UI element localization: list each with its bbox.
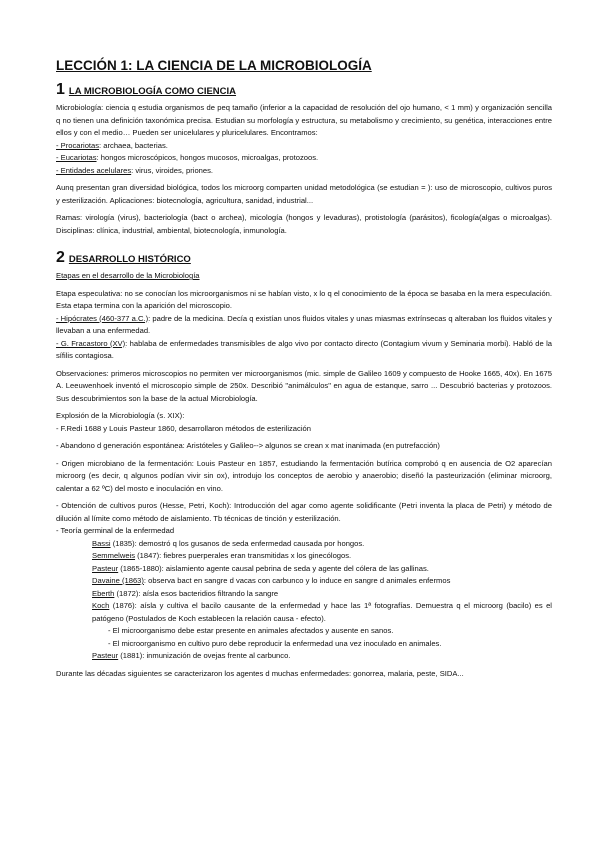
hipocrates-entry: - Hipócrates (460-377 a.C.): padre de la medicina. Decía q existían unos fluidos vitales y unas miasmas extrínsecas q alteraban los fluidos vitales y llevaban a una enfermedad. [56,313,552,335]
branches-paragraph: Ramas: virología (virus), bacteriología (bact o archea), micología (hongos y levaduras), protistología (parásitos), ficología(algas o microalgas). Disciplinas: clínica, industrial, ambiental, biotecnología, inmunología. [56,213,552,235]
list-item-procariotas: - Procariotas: archaea, bacterias. [56,140,168,150]
page-title: LECCIÓN 1: LA CIENCIA DE LA MICROBIOLOGÍA [56,58,372,73]
section-1-heading [56,81,552,99]
koch-postulate-1: - El microorganismo debe estar presente en animales afectados y ausente en sanos. [108,626,394,635]
fermentation-entry: - Origen microbiano de la fermentación: Louis Pasteur en 1857, estudiando la fermentación butírica comprobó q en ausencia de O2 aparecían microorg (es decir, q algunos podían vivir sin ox), introdujo los conceptos de aerobio y anaerobio; diseñó la pasteurización (eliminar microorg, calentar a 62 ºC) del mosto e inoculación en vino. [56,458,552,493]
germ-entry-bassi: Bassi (1835): demostró q los gusanos de seda enfermedad causada por hongos. [92,538,365,548]
section-1-number: 1 [56,81,65,98]
section-2-title: DESARROLLO HISTÓRICO [68,254,191,265]
germ-theory-heading: - Teoría germinal de la enfermedad [56,526,175,535]
pure-cultures-entry: - Obtención de cultivos puros (Hesse, Petri, Koch): Introducción del agar como agente solidificante (Petri inventa la placa de Petri) y método de dilución al límite como método de aislamiento. Tb técnicas de tinción y esterilización. [56,501,552,523]
observations-paragraph: Observaciones: primeros microscopios no permiten ver microorganismos (mic. simple de Galileo 1609 y compuesto de Hooke 1665, 40x). En 1675 A. Leeuwenhoek inventó el microscopio simple de 250x. Describió "animálculos" en agua de estanque, sarro ... Descubrió bacterias y protozoos. Sus descubrimientos son la base de la actual Microbiología. [56,368,552,403]
stages-subtitle: Etapas en el desarrollo de la Microbiología [56,271,200,280]
section-1-title: LA MICROBIOLOGÍA COMO CIENCIA [68,86,237,97]
methodology-paragraph: Aunq presentan gran diversidad biológica, todos los microorg comparten unidad metodológica (se estudian = ): uso de microscopio, cultivos puros y esterilización. Aplicaciones: biotecnología, agricultura, sanidad, industrial... [56,183,552,205]
section-2-heading [56,249,552,267]
germ-entry-semmelweis: Semmelweis (1847): fiebres puerperales eran transmitidas x los ginecólogos. [92,551,352,560]
germ-entry-davaine: Davaine (1863): observa bact en sangre d vacas con carbunco y lo induce en sangre d animales enfermos [92,576,451,585]
germ-entry-koch: Koch (1876): aísla y cultiva el bacilo causante de la enfermedad y hace las 1ª fotografías. Demuestra q el microorg (bacilo) es el patógeno (Postulados de Koch establecen la relación causa - efecto). [92,601,552,623]
fracastoro-entry: - G. Fracastoro (XV): hablaba de enfermedades transmisibles de algo vivo por contacto directo (Contagium vivum y Seminaria morbi). Habló de la sífilis contagiosa. [56,338,552,360]
koch-postulate-2: - El microorganismo en cultivo puro debe reproducir la enfermedad una vez inoculado en animales. [108,638,442,648]
speculative-stage: Etapa especulativa: no se conocían los microorganismos ni se habían visto, x lo q el conocimiento de la época se basaba en la mera especulación. Esta etapa termina con la aparición del microscopio. [56,288,552,310]
germ-entry-pasteur-1881: Pasteur (1881): inmunización de ovejas frente al carbunco. [92,651,291,660]
list-item-eucariotas: - Eucariotas: hongos microscópicos, hongos mucosos, microalgas, protozoos. [56,153,319,162]
spontaneous-generation-entry: - Abandono d generación espontánea: Aristóteles y Galileo--> algunos se crean x mat inanimada (en putrefacción) [56,441,440,450]
explosion-heading: Explosión de la Microbiología (s. XIX): [56,411,185,420]
germ-entry-eberth: Eberth (1872): aísla esos bacteridios filtrando la sangre [92,588,279,598]
section-2-number: 2 [56,249,65,266]
germ-entry-pasteur: Pasteur (1865-1880): aislamiento agente causal pebrina de seda y agente del cólera de las gallinas. [92,563,429,573]
closing-paragraph: Durante las décadas siguientes se caracterizaron los agentes d muchas enfermedades: gonorrea, malaria, peste, SIDA... [56,668,464,678]
list-item-acelulares: - Entidades acelulares: virus, viroides, priones. [56,165,214,175]
microbiology-definition: Microbiología: ciencia q estudia organismos de peq tamaño (inferior a la capacidad de resolución del ojo humano, < 1 mm) y organización sencilla q no tienen una definición taxonómica precisa. Estudian su morfología y estructura, su metabolismo y crecimiento, su genética, interacciones entre ellos y con el medio… Pueden ser unicelulares y pluricelulares. Encontramos: [56,103,552,137]
redi-pasteur-entry: - F.Redi 1688 y Louis Pasteur 1860, desarrollaron métodos de esterilización [56,423,311,433]
